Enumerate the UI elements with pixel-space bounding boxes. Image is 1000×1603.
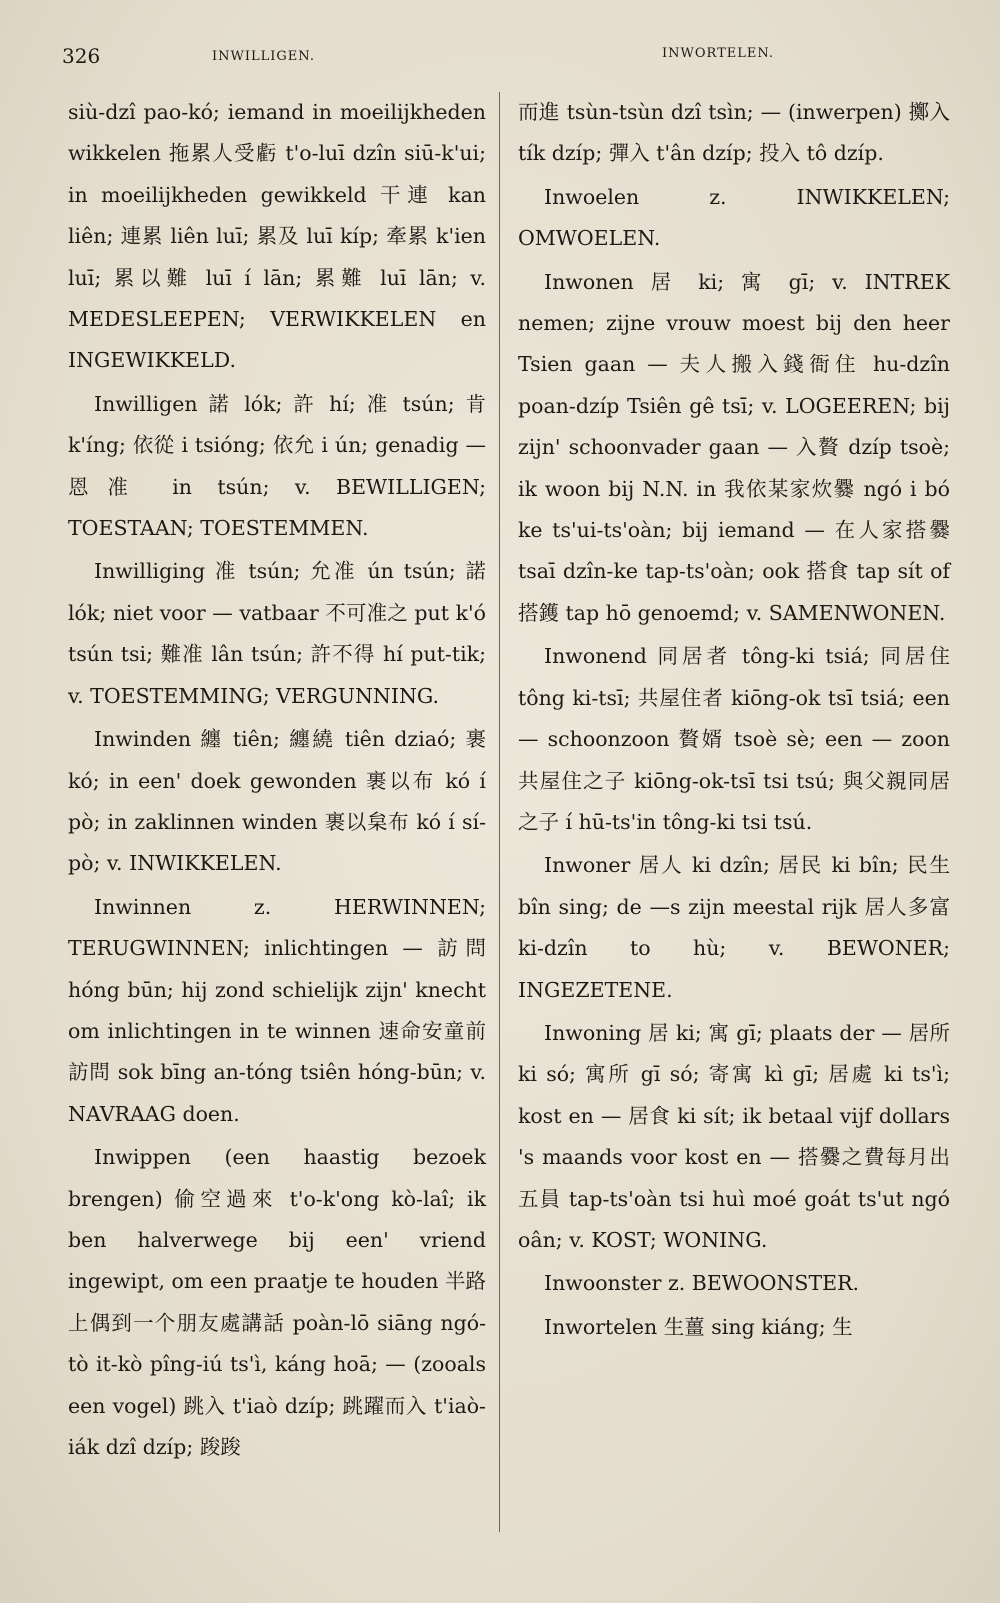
entry-continuation: siù-dzî pao-kó; iemand in moeilijkheden wikkelen 拖累人受虧 t'o-luī dzîn siū-k'ui; in moeilijkheden gewikkeld 干連 kan liên; 連累 liên luī; 累及 luī kíp; 牽累 k'ien luī; 累以難 luī í lān; 累難 luī lān; v. MEDESLEEPEN; VERWIKKELEN en INGEWIKKELD.	[68, 100, 486, 373]
entry-inwortelen: Inwortelen 生薑 sing kiáng; 生	[544, 1314, 853, 1339]
entry-inwoonster: Inwoonster z. BEWOONSTER.	[544, 1271, 860, 1296]
entry-inwilliging: Inwilliging 准 tsún; 允准 ún tsún; 諾 lók; niet voor — vatbaar 不可准之 put k'ó tsún tsi; 難准 lân tsún; 許不得 hí put-tik; v. TOESTEMMING; VERGUNNING.	[68, 559, 486, 708]
running-head-left: INWILLIGEN.	[212, 49, 315, 64]
right-column	[518, 92, 950, 1350]
left-column	[68, 92, 486, 1470]
running-head-right: INWORTELEN.	[662, 46, 775, 61]
entry-continuation-right: 而進 tsùn-tsùn dzî tsìn; — (inwerpen) 擲入 tík dzíp; 彈入 t'ân dzíp; 投入 tô dzíp.	[518, 100, 950, 166]
page-number: 326	[62, 44, 101, 68]
entry-inwoning: Inwoning 居 ki; 寓 gī; plaats der — 居所 ki só; 寓所 gī só; 寄寓 kì gī; 居處 ki ts'ì; kost en — 居食 ki sít; ik betaal vijf dollars 's maands voor kost en — 搭爨之費每月出五員 tap-ts'oàn tsi huì moé goát ts'ut ngó oân; v. KOST; WONING.	[518, 1020, 950, 1252]
entry-inwippen: Inwippen (een haastig bezoek brengen) 偷空過來 t'o-k'ong kò-laî; ik ben halverwege bij een' vriend ingewipt, om een praatje te houden 半路上偶到一个朋友處講話 poàn-lō siāng ngó-tò it-kò pîng-iú ts'ì, káng hoā; — (zooals een vogel) 跳入 t'iaò dzíp; 跳躍而入 t'iaò-iák dzî dzíp; 踆踆	[68, 1145, 487, 1459]
entry-inwilligen: Inwilligen 諾 lók; 許 hí; 准 tsún; 肯 k'íng; 依從 i tsióng; 依允 i ún; genadig — 恩准 in tsún; v. BEWILLIGEN; TOESTAAN; TOESTEMMEN.	[68, 391, 486, 541]
entry-inwinden: Inwinden 纏 tiên; 纏繞 tiên dziaó; 裹 kó; in een' doek gewonden 裹以布 kó í pò; in zaklinnen winden 裹以枲布 kó í sí-pò; v. INWIKKELEN.	[68, 727, 486, 876]
entry-inwonend: Inwonend 同居者 tông-ki tsiá; 同居住 tông ki-tsī; 共屋住者 kiōng-ok tsī tsiá; een — schoonzoon 贅婿 tsoè sè; een — zoon 共屋住之子 kiōng-ok-tsī tsi tsú; 與父親同居之子 í hū-ts'in tông-ki tsi tsú.	[518, 644, 950, 834]
entry-inwonen: Inwonen 居 ki; 寓 gī; v. INTREK nemen; zijne vrouw moest bij den heer Tsien gaan — 夫人搬入錢衙住 hu-dzîn poan-dzíp Tsiên gê tsī; v. LOGEEREN; bij zijn' schoonvader gaan — 入贅 dzíp tsoè; ik woon bij N.N. in 我依某家炊爨 ngó i bó ke ts'ui-ts'oàn; bij iemand — 在人家搭爨 tsaī dzîn-ke tap-ts'oàn; ook 搭食 tap sít of 搭鑊 tap hō genoemd; v. SAMENWONEN.	[518, 269, 950, 625]
entry-inwinnen: Inwinnen z. HERWINNEN; TERUGWINNEN; inlichtingen — 訪問 hóng būn; hij zond schielijk zijn' knecht om inlichtingen in te winnen 速命安童前訪問 sok bīng an-tóng tsiên hóng-būn; v. NAVRAAG doen.	[68, 894, 486, 1126]
column-divider	[499, 92, 500, 1532]
entry-inwoelen: Inwoelen z. INWIKKELEN; OMWOELEN.	[518, 184, 950, 251]
page-header	[62, 44, 960, 74]
entry-inwoner: Inwoner 居人 ki dzîn; 居民 ki bîn; 民生 bîn sing; de —s zijn meestal rijk 居人多富 ki-dzîn to hù; v. BEWONER; INGEZETENE.	[518, 853, 950, 1002]
